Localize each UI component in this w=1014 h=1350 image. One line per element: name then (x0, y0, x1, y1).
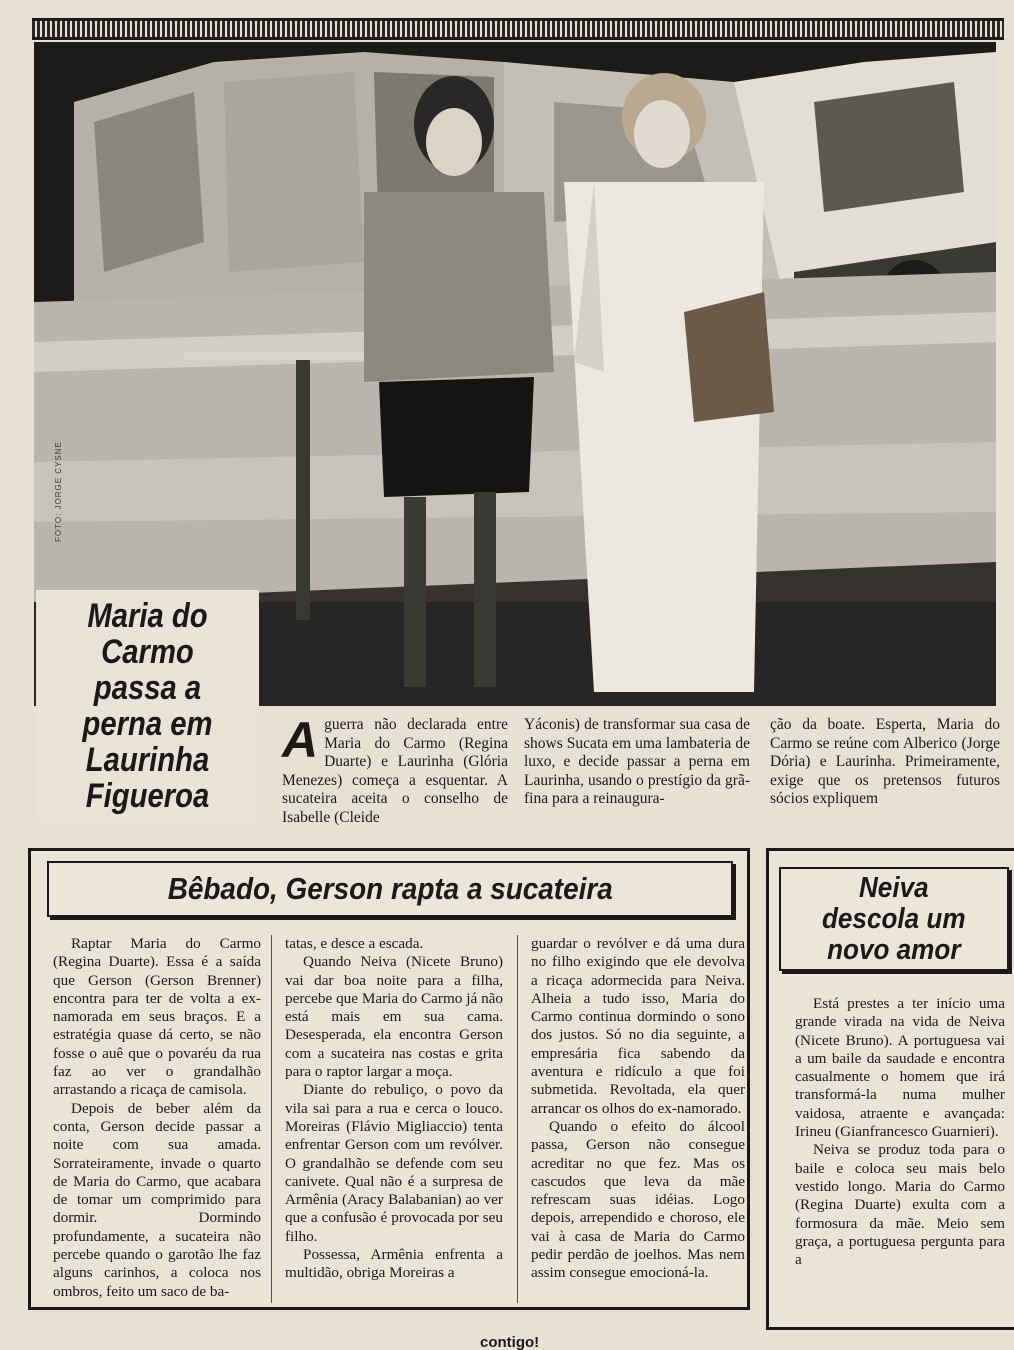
decorative-top-band (32, 18, 1004, 40)
intro-column-3: ção da boate. Esperta, Maria do Carmo se reúne com Alberico (Jorge Dória) e Laurinha. Primeiramente, exige que os pretensos futuros sócios expliquem (770, 716, 1000, 808)
paragraph: guardar o revólver e dá uma dura no filho exigindo que ele devolva a ricaça adormecida para Neiva. Alheia a tudo isso, Maria do Carmo continua dormindo o sono dos justos. Só no dia seguinte, a empresária fica sabendo da aventura e ridículo a que foi submetida. Revoltada, ela quer arrancar os olhos do ex-namorado. (531, 935, 745, 1117)
intro-column-1 (282, 712, 508, 828)
neiva-column (795, 995, 1005, 1269)
gerson-story-box (28, 848, 750, 1310)
paragraph: Neiva se produz toda para o baile e coloca seu mais belo vestido longo. Maria do Carmo (Regina Duarte) exulta com a formosura da mãe. Meio sem graça, a portuguesa pergunta para a (795, 1141, 1005, 1269)
neiva-story-title (822, 873, 966, 966)
photo-credit: FOTO: JORGE CYSNE (54, 441, 63, 542)
paragraph: Raptar Maria do Carmo (Regina Duarte). Essa é a saída que Gerson (Gerson Brenner) encontra para ter de volta a ex-namorada em seus braços. E a estratégia quase dá certo, se não fosse o auê que o povaréu da rua faz ao ver o grandalhão arrastando a ricaça de camisola. (53, 935, 261, 1099)
gerson-title-frame (47, 861, 733, 917)
gerson-story-title: Bêbado, Gerson rapta a sucateira (167, 871, 613, 906)
neiva-title-line: novo amor (827, 933, 961, 966)
gerson-column-2 (285, 935, 503, 1283)
gerson-column-1 (53, 935, 261, 1301)
intro-column-2: Yáconis) de transformar sua casa de shows Sucata em uma lambateria de luxo, e decide passar a perna em Laurinha, usando o prestígio da grã-fina para a reinaugura- (524, 716, 750, 808)
paragraph: Está prestes a ter início uma grande virada na vida de Neiva (Nicete Bruno). A portuguesa vai a um baile da saudade e encontra casualmente o homem que irá transformá-la numa mulher vaidosa, atraente e avançada: Irineu (Gianfrancesco Guarnieri). (795, 995, 1005, 1141)
neiva-story-box (766, 848, 1014, 1330)
neiva-title-line: Neiva (859, 871, 929, 904)
neiva-title-line: descola um (822, 902, 966, 935)
drop-cap: A (282, 712, 319, 768)
paragraph: Possessa, Armênia enfrenta a multidão, obriga Moreiras a (285, 1246, 503, 1282)
neiva-title-frame (779, 867, 1009, 971)
headline-box (36, 590, 259, 822)
intro-text-1: guerra não declarada entre Maria do Carmo (Regina Duarte) e Laurinha (Glória Menezes) começa a esquentar. A sucateira aceita o conselho de Isabelle (Cleide (282, 716, 508, 826)
main-headline: Maria do Carmo passa a perna em Laurinha Figueroa (82, 597, 213, 815)
magazine-footer: contigo! (480, 1334, 540, 1350)
paragraph: Diante do rebuliço, o povo da vila sai para a rua e cerca o louco. Moreiras (Flávio Migliaccio) tenta enfrentar Gerson com um revólver. O grandalhão se defende com seu canivete. Qual não é a surpresa de Armênia (Aracy Balabanian) ao ver que a confusão é provocada por seu filho. (285, 1081, 503, 1245)
paragraph: Quando o efeito do álcool passa, Gerson não consegue acreditar no que fez. Mas os cascudos que leva da mãe refrescam suas idéias. Logo depois, arrependido e choroso, ele vai à casa de Maria do Carmo pedir perdão de joelhos. Mas nem assim consegue emocioná-la. (531, 1117, 745, 1282)
gerson-column-3 (531, 935, 745, 1283)
paragraph: Depois de beber além da conta, Gerson decide passar a noite com sua amada. Sorrateiramente, invade o quarto de Maria do Carmo, que acabara de tomar um comprimido para dormir. Dormindo profundamente, a sucateira não percebe quando o garotão lhe faz alguns carinhos, a coloca nos ombros, feito um saco de ba- (53, 1099, 261, 1300)
column-divider (517, 935, 518, 1303)
column-divider (271, 935, 272, 1303)
paragraph: Quando Neiva (Nicete Bruno) vai dar boa noite para a filha, percebe que Maria do Carmo já não está mais em sua cama. Desesperada, ela encontra Gerson com a sucateira nas costas e grita para o raptor largar a moça. (285, 953, 503, 1081)
paragraph: tatas, e desce a escada. (285, 935, 424, 952)
